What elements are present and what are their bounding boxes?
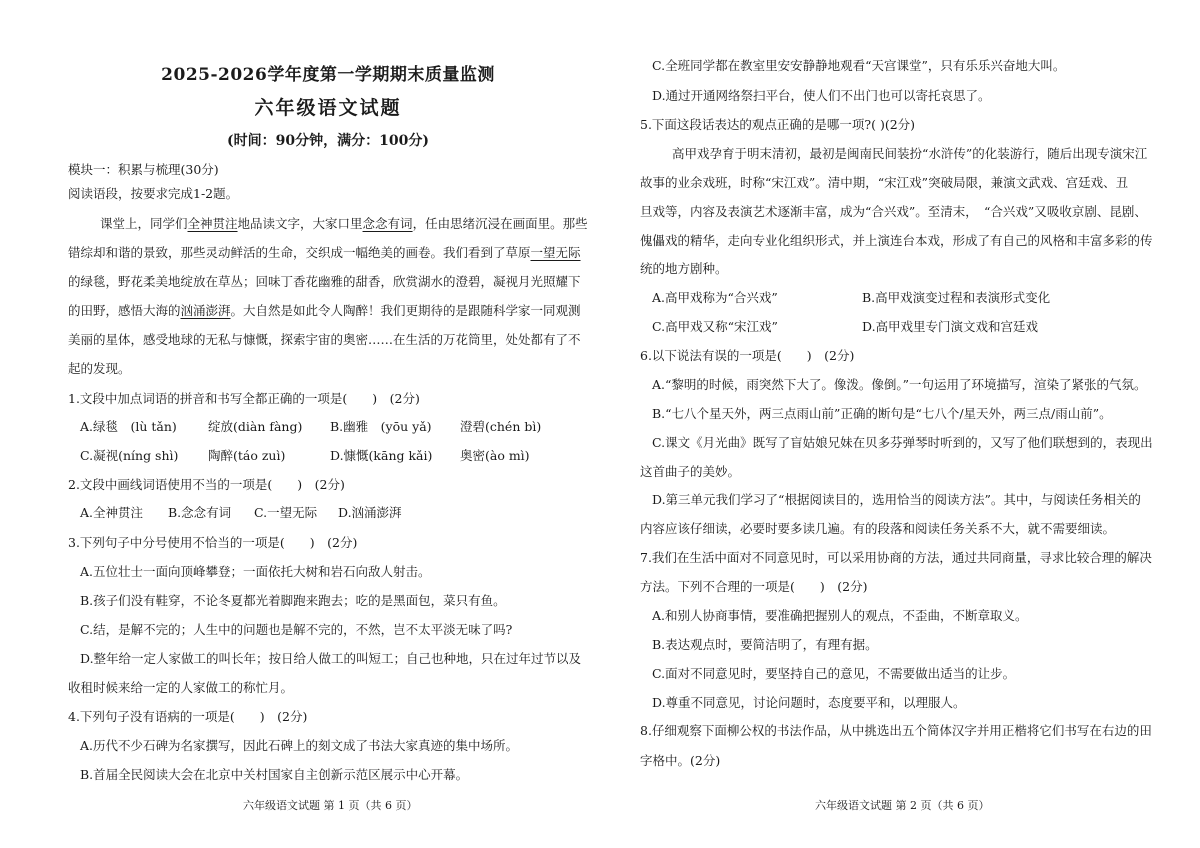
question-5-passage-4: 傀儡戏的精华，走向专业化组织形式，并上演连台本戏，形成了有自己的风格和丰富多彩的传 (640, 233, 1153, 248)
question-5-stem: 5.下面这段话表达的观点正确的是哪一项?( )(2分) (640, 117, 916, 132)
question-8-stem: 8.仔细观察下面柳公权的书法作品，从中挑选出五个简体汉字并用正楷将它们书写在右边的田 (640, 723, 1152, 738)
question-5-passage-5: 统的地方剧种。 (640, 261, 728, 276)
question-5-option-b: B.高甲戏演变过程和表演形式变化 (862, 290, 1051, 305)
question-7-option-a: A.和别人协商事情，要准确把握别人的观点，不歪曲，不断章取义。 (652, 608, 1028, 623)
question-5-option-c: C.高甲戏又称“宋江戏” (652, 319, 778, 334)
question-2-option-c: C.一望无际 (254, 505, 318, 520)
question-5-option-a: A.高甲戏称为“合兴戏” (652, 290, 778, 305)
question-1-option-b1: B.幽雅 (yōu yǎ) (330, 419, 432, 434)
question-6-option-d: D.第三单元我们学习了“根据阅读目的，选用恰当的阅读方法”。其中，与阅读任务相关的 (652, 492, 1141, 507)
question-7-stem: 7.我们在生活中面对不同意见时，可以采用协商的方法，通过共同商量，寻求比较合理的解决 (640, 550, 1152, 565)
question-4-stem: 4.下列句子没有语病的一项是( ) (2分) (68, 709, 308, 724)
question-4-option-d: D.通过开通网络祭扫平台，使人们不出门也可以寄托哀思了。 (652, 88, 991, 103)
question-5-option-d: D.高甲戏里专门演文戏和宫廷戏 (862, 319, 1039, 334)
question-4-option-c: C.全班同学都在教室里安安静静地观看“天宫课堂”，只有乐乐兴奋地大叫。 (652, 58, 1066, 73)
question-1-option-a2: 绽放(diàn fàng) (208, 419, 303, 434)
question-6-option-c: C.课文《月光曲》既写了盲姑娘兄妹在贝多芬弹琴时听到的，又写了他们联想到的，表现出 (652, 435, 1153, 450)
page-1-footer: 六年级语文试题 第 1 页（共 6 页） (243, 799, 418, 812)
question-6-option-c-cont: 这首曲子的美妙。 (640, 464, 741, 479)
question-1-option-b2: 澄碧(chén bì) (460, 419, 542, 434)
passage-line-3: 的绿毯，野花柔美地绽放在草丛；回味丁香花幽雅的甜香，欣赏湖水的澄碧，凝视月光照耀下 (68, 274, 581, 289)
question-1-option-c1: C.凝视(níng shì) (80, 448, 179, 463)
passage-line-4: 的田野，感悟大海的汹涌澎湃。大自然是如此令人陶醉！我们更期待的是跟随科学家一同观测 (68, 303, 581, 318)
passage-line-5: 美丽的星体，感受地球的无私与慷慨，探索宇宙的奥密……在生活的万花筒里，处处都有了不 (68, 332, 581, 347)
question-2-stem: 2.文段中画线词语使用不当的一项是( ) (2分) (68, 477, 345, 492)
underlined-word: 念念有词 (362, 216, 413, 231)
question-4-option-a: A.历代不少石碑为名家撰写，因此石碑上的刻文成了书法大家真迹的集中场所。 (80, 738, 519, 753)
question-1-option-c2: 陶醉(táo zuì) (208, 448, 286, 463)
time-info: (时间：90分钟，满分：100分) (227, 133, 429, 149)
question-3-option-a: A.五位壮士一面向顶峰攀登；一面依托大树和岩石向敌人射击。 (80, 564, 431, 579)
underlined-word: 全神贯注 (187, 216, 238, 231)
page-2-footer: 六年级语文试题 第 2 页（共 6 页） (815, 799, 990, 812)
question-8-stem-cont: 字格中。(2分) (640, 753, 721, 768)
question-6-option-d-cont: 内容应该仔细读，必要时要多读几遍。有的段落和阅读任务关系不大，就不需要细读。 (640, 521, 1116, 536)
underlined-word: 汹涌澎湃 (180, 303, 231, 318)
exam-subtitle: 六年级语文试题 (254, 97, 402, 119)
passage-line-2: 错综却和谐的景致，那些灵动鲜活的生命，交织成一幅绝美的画卷。我们看到了草原一望无际 (68, 245, 581, 260)
question-3-option-d-cont: 收租时候来给一定的人家做工的称忙月。 (68, 680, 294, 695)
question-3-option-c: C.结，是解不完的；人生中的问题也是解不完的，不然，岂不太平淡无味了吗? (80, 622, 513, 637)
passage-line-6: 起的发现。 (68, 361, 131, 376)
passage-line-1: 课堂上，同学们全神贯注地品读文字，大家口里念念有词，任由思绪沉浸在画面里。那些 (100, 216, 588, 231)
question-3-stem: 3.下列句子中分号使用不恰当的一项是( ) (2分) (68, 535, 358, 550)
question-5-passage-1: 高甲戏孕育于明末清初，最初是闽南民间装扮“水浒传”的化装游行，随后出现专演宋江 (672, 146, 1148, 161)
question-5-passage-3: 旦戏等，内容及表演艺术逐渐丰富，成为“合兴戏”。至清末， “合兴戏”又吸收京剧、昆剧、 (640, 204, 1147, 219)
question-2-option-d: D.汹涌澎湃 (338, 505, 402, 520)
question-5-passage-2: 故事的业余戏班，时称“宋江戏”。清中期，“宋江戏”突破局限，兼演文武戏、宫廷戏、丑 (640, 175, 1129, 190)
question-1-option-d2: 奥密(ào mì) (460, 448, 530, 463)
question-7-option-b: B.表达观点时，要简洁明了，有理有据。 (652, 637, 878, 652)
reading-instruction: 阅读语段，按要求完成1-2题。 (68, 186, 239, 201)
question-7-stem-cont: 方法。下列不合理的一项是( ) (2分) (640, 579, 868, 594)
question-1-stem: 1.文段中加点词语的拼音和书写全都正确的一项是( ) (2分) (68, 391, 420, 406)
exam-title: 2025-2026学年度第一学期期末质量监测 (161, 65, 495, 85)
question-6-stem: 6.以下说法有误的一项是( ) (2分) (640, 348, 855, 363)
module-heading: 模块一：积累与梳理(30分) (68, 162, 219, 177)
question-7-option-d: D.尊重不同意见，讨论问题时，态度要平和，以理服人。 (652, 695, 966, 710)
underlined-word: 一望无际 (530, 245, 581, 260)
question-3-option-d: D.整年给一定人家做工的叫长年；按日给人做工的叫短工；自己也种地，只在过年过节以及 (80, 651, 582, 666)
question-2-option-a: A.全神贯注 (80, 505, 144, 520)
question-3-option-b: B.孩子们没有鞋穿，不论冬夏都光着脚跑来跑去；吃的是黑面包，菜只有鱼。 (80, 593, 506, 608)
question-7-option-c: C.面对不同意见时，要坚持自己的意见，不需要做出适当的让步。 (652, 666, 1016, 681)
question-6-option-b: B.“七八个星天外，两三点雨山前”正确的断句是“七八个/星天外，两三点/雨山前”。 (652, 406, 1112, 421)
question-1-option-a1: A.绿毯 (lù tǎn) (80, 419, 177, 434)
question-1-option-d1: D.慷慨(kāng kǎi) (330, 448, 433, 463)
question-2-option-b: B.念念有词 (168, 505, 232, 520)
question-4-option-b: B.首届全民阅读大会在北京中关村国家自主创新示范区展示中心开幕。 (80, 767, 469, 782)
question-6-option-a: A.“黎明的时候，雨突然下大了。像泼。像倒。”一句运用了环境描写，渲染了紧张的气氛。 (652, 377, 1147, 392)
